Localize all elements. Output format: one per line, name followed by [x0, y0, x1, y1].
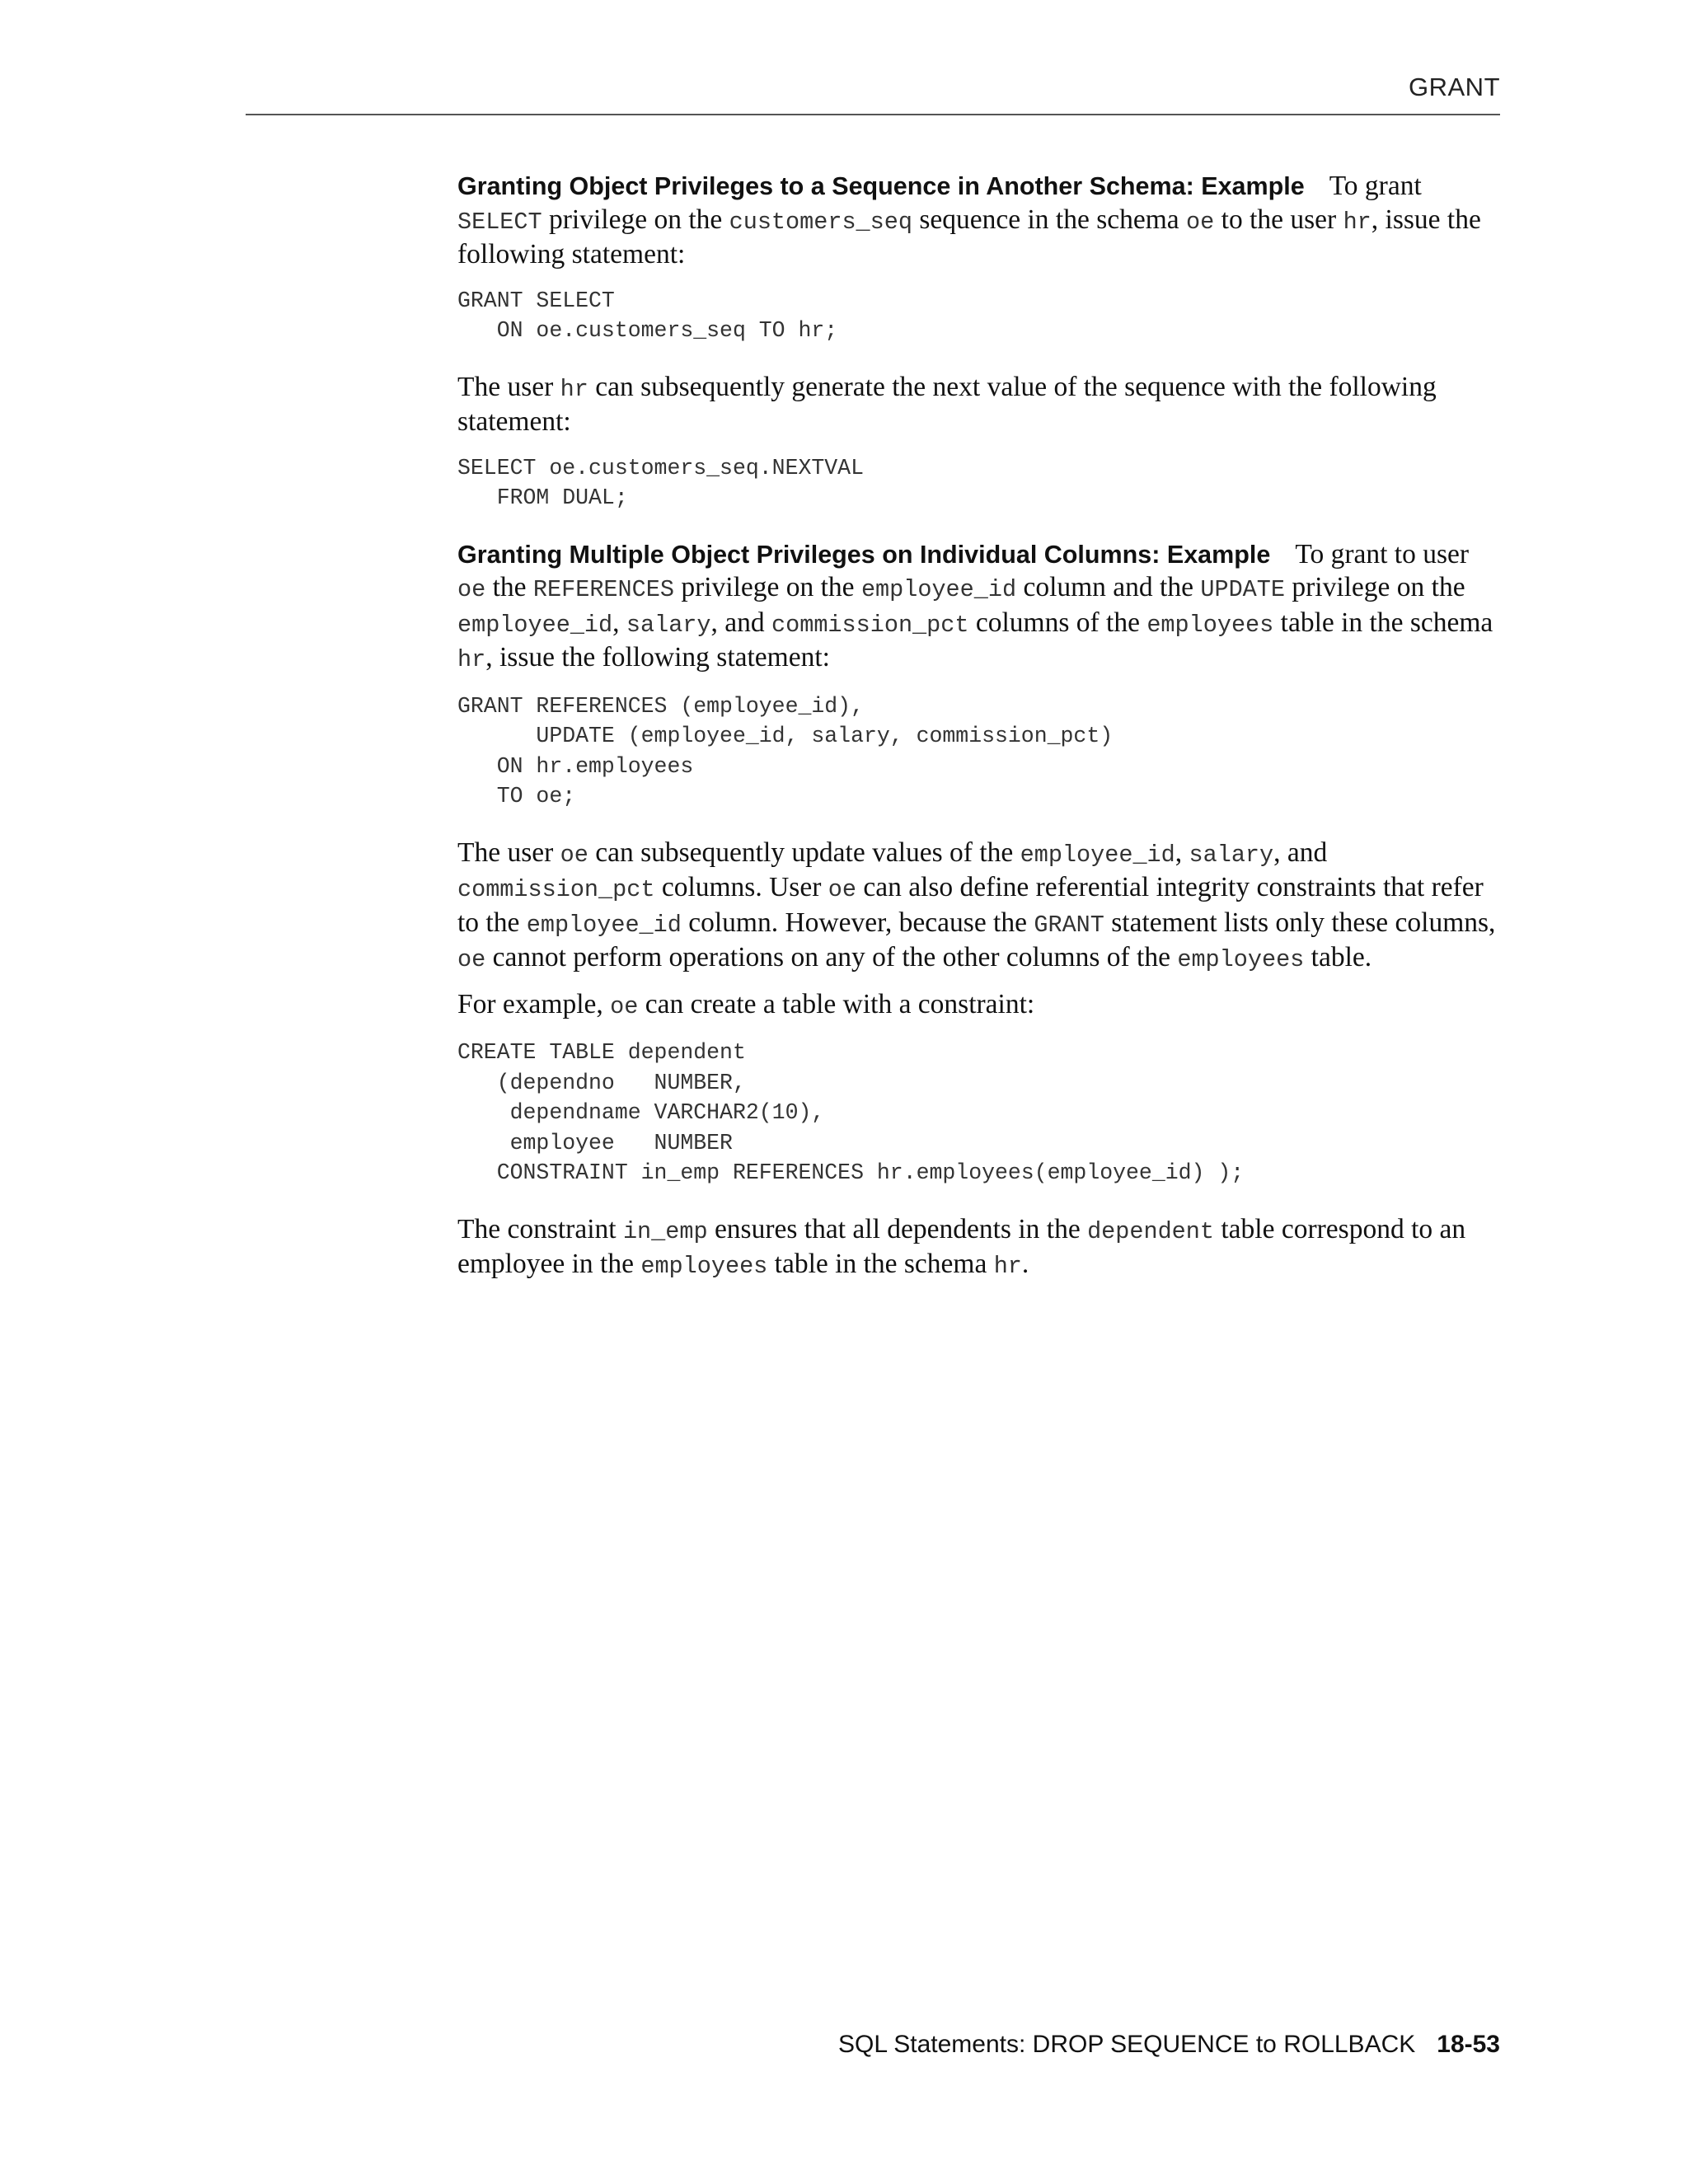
- inline-code: commission_pct: [771, 611, 969, 639]
- inline-code: SELECT: [457, 208, 542, 236]
- inline-code: hr: [993, 1253, 1022, 1280]
- footer-page-number: 18-53: [1437, 2031, 1500, 2058]
- section1-code-select: SELECT oe.customers_seq.NEXTVAL FROM DUAL;: [457, 455, 864, 510]
- section2-heading: Granting Multiple Object Privileges on Individual Columns: Example: [457, 540, 1271, 569]
- text-run: ,: [612, 607, 626, 638]
- inline-code: oe: [457, 576, 486, 603]
- section1-code-grant: GRANT SELECT ON oe.customers_seq TO hr;: [457, 288, 838, 343]
- text-run: can subsequently update values of the: [588, 837, 1020, 868]
- text-run: For example,: [457, 988, 611, 1019]
- inline-code: REFERENCES: [532, 576, 674, 603]
- section2-intro-paragraph: [457, 538, 1500, 677]
- running-header-title: GRANT: [1409, 73, 1500, 101]
- page-footer: [838, 2031, 1500, 2059]
- text-run: The constraint: [457, 1213, 623, 1244]
- inline-code: employee_id: [457, 611, 613, 639]
- text-run: can create a table with a constraint:: [638, 988, 1035, 1019]
- section2-code-grant: GRANT REFERENCES (employee_id), UPDATE (employee_id, salary, commission_pct) ON hr.employees TO oe;: [457, 693, 1114, 808]
- inline-code: oe: [828, 876, 856, 903]
- text-run: table in the schema: [1273, 607, 1493, 638]
- inline-code: salary: [1189, 841, 1274, 869]
- inline-code: employees: [640, 1253, 768, 1280]
- section2-code-create-table: CREATE TABLE dependent (dependno NUMBER, dependname VARCHAR2(10), employee NUMBER CONSTRAINT in_emp REFERENCES hr.employees(employee_id) );: [457, 1040, 1245, 1185]
- inline-code: employee_id: [1020, 841, 1175, 869]
- text-run: column. However, because the: [681, 907, 1034, 938]
- text-run: , and: [1273, 837, 1328, 868]
- text-run: statement lists only these columns,: [1104, 907, 1496, 938]
- inline-code: hr: [457, 646, 486, 673]
- inline-code: GRANT: [1034, 911, 1104, 939]
- inline-code: hr: [560, 375, 588, 403]
- inline-code: employees: [1177, 946, 1305, 973]
- text-run: sequence in the schema: [912, 204, 1187, 235]
- section1-intro-paragraph: [457, 170, 1500, 271]
- text-run: can subsequently generate the next value of the sequence with the following statement:: [457, 371, 1437, 437]
- text-run: The user: [457, 837, 560, 868]
- inline-code: oe: [1186, 208, 1215, 236]
- text-run: columns of the: [968, 607, 1147, 638]
- inline-code: oe: [457, 946, 486, 973]
- section1-heading: Granting Object Privileges to a Sequence in Another Schema: Example: [457, 172, 1305, 200]
- inline-code: salary: [626, 611, 711, 639]
- text-run: privilege on the: [1284, 572, 1465, 602]
- text-run: table correspond to an employee in the: [457, 1213, 1466, 1279]
- inline-code: oe: [610, 992, 639, 1020]
- footer-chapter-title: SQL Statements: DROP SEQUENCE to ROLLBACK: [838, 2031, 1416, 2058]
- inline-code: UPDATE: [1200, 576, 1285, 603]
- inline-code: hr: [1343, 208, 1372, 236]
- text-run: , and: [710, 607, 772, 638]
- text-run: to the user: [1214, 204, 1343, 235]
- text-run: To grant to user: [1295, 538, 1470, 569]
- section2-paragraph-4: [457, 1213, 1500, 1283]
- text-run: columns. User: [654, 872, 828, 902]
- inline-code: dependent: [1087, 1217, 1214, 1245]
- inline-code: oe: [560, 841, 588, 869]
- inline-code: employee_id: [860, 576, 1017, 603]
- text-run: To grant: [1329, 171, 1422, 201]
- text-run: .: [1021, 1249, 1029, 1279]
- text-run: ensures that all dependents in the: [707, 1213, 1088, 1244]
- section2-paragraph-3: [457, 988, 1500, 1024]
- inline-code: customers_seq: [729, 208, 912, 236]
- text-run: ,: [1175, 837, 1189, 868]
- text-run: cannot perform operations on any of the other columns of the: [485, 942, 1178, 972]
- page-content: [457, 170, 1500, 1283]
- section2-paragraph-2: [457, 837, 1500, 977]
- section1-paragraph-2: [457, 371, 1500, 438]
- text-run: privilege on the: [542, 204, 729, 235]
- header-rule: [246, 114, 1500, 115]
- text-run: , issue the following statement:: [457, 204, 1481, 269]
- inline-code: employee_id: [526, 911, 682, 939]
- text-run: The user: [457, 371, 560, 402]
- text-run: table in the schema: [767, 1249, 994, 1279]
- text-run: can also define referential integrity constraints that refer to the: [457, 872, 1484, 938]
- inline-code: commission_pct: [457, 876, 655, 903]
- text-run: table.: [1304, 942, 1372, 972]
- inline-code: employees: [1146, 611, 1274, 639]
- text-run: privilege on the: [673, 572, 861, 602]
- text-run: the: [485, 572, 533, 602]
- text-run: column and the: [1016, 572, 1201, 602]
- text-run: , issue the following statement:: [485, 642, 830, 673]
- inline-code: in_emp: [622, 1217, 708, 1245]
